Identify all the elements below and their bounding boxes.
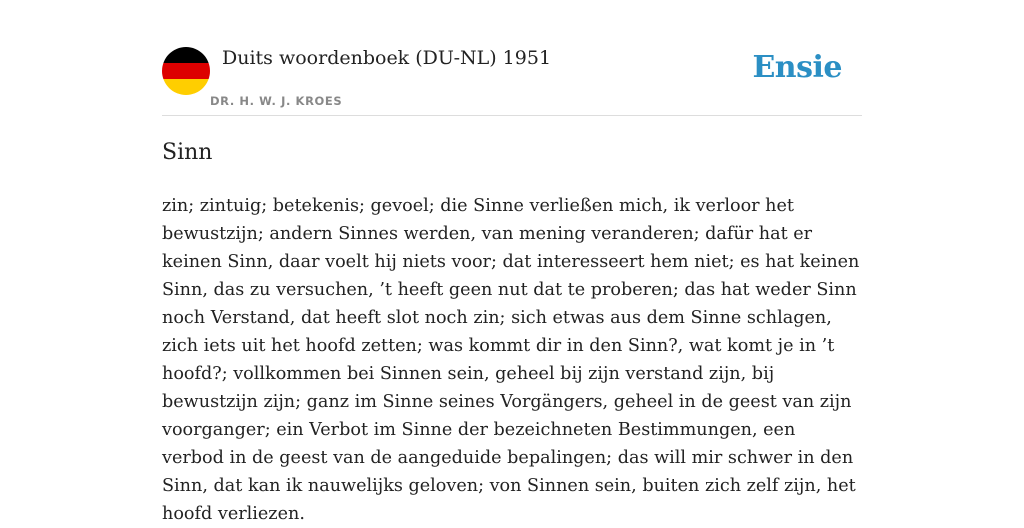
flag-band-black	[162, 47, 210, 63]
entry-definition: zin; zintuig; betekenis; gevoel; die Sinne verließen mich, ik verloor het bewustzijn; andern Sinnes werden, van mening veranderen; dafür hat er keinen Sinn, daar voelt hij niets voor; dat interesseert hem niet; es hat keinen Sinn, das zu versuchen, ’t heeft geen nut dat te proberen; das hat weder Sinn noch Verstand, dat heeft slot noch zin; sich etwas aus dem Sinne schlagen, zich iets uit het hoofd zetten; was kommt dir in den Sinn?, wat komt je in ’t hoofd?; vollkommen bei Sinnen sein, geheel bij zijn verstand zijn, bij bewustzijn zijn; ganz im Sinne seines Vorgängers, geheel in de geest van zijn voorganger; ein Verbot im Sinne der bezeichneten Bestimmungen, een verbod in de geest van de aangeduide bepalingen; das will mir schwer in den Sinn, dat kan ik nauwelijks geloven; von Sinnen sein, buiten zich zelf zijn, het hoofd verliezen.	[162, 196, 860, 524]
ensie-logo-link[interactable]: Ensie	[752, 50, 842, 85]
source-author: DR. H. W. J. KROES	[210, 94, 343, 108]
german-flag-icon	[162, 47, 210, 95]
entry-term: Sinn	[162, 140, 213, 165]
flag-band-gold	[162, 79, 210, 95]
flag-band-red	[162, 63, 210, 79]
source-title[interactable]: Duits woordenboek (DU-NL) 1951	[222, 47, 552, 69]
entry-card	[162, 40, 862, 524]
source-header	[162, 40, 862, 116]
